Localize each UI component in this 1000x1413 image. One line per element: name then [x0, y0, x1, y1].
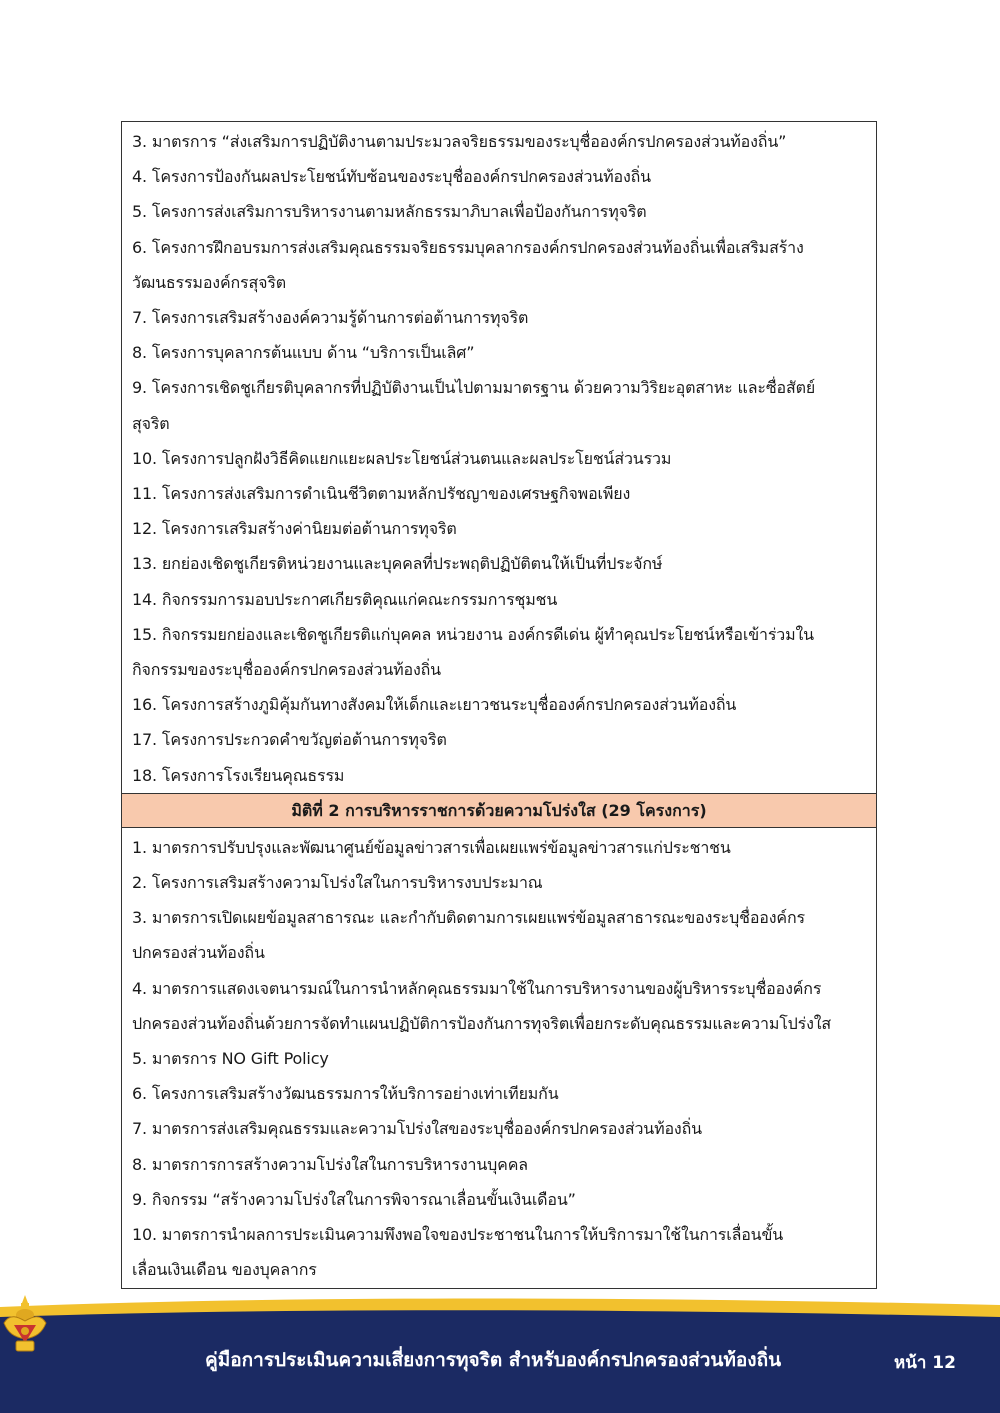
garuda-emblem-icon	[0, 1293, 50, 1357]
item-line: 1. มาตรการปรับปรุงและพัฒนาศูนย์ข้อมูลข่าวสารเพื่อเผยแพร่ข้อมูลข่าวสารแก่ประชาชน	[132, 837, 731, 857]
list-item	[132, 370, 866, 440]
footer-title: คู่มือการประเมินความเสี่ยงการทุจริต สำหรับองค์กรปกครองส่วนท้องถิ่น	[205, 1349, 782, 1371]
list-item	[132, 865, 866, 900]
item-line: 10. มาตรการนำผลการประเมินความพึงพอใจของประชาชนในการให้บริการมาใช้ในการเลื่อนขั้น	[132, 1225, 784, 1245]
item-line: 9. โครงการเชิดชูเกียรติบุคลากรที่ปฏิบัติงานเป็นไปตามมาตรฐาน ด้วยความวิริยะอุตสาหะ และซื่อสัตย์	[132, 378, 816, 398]
item-line-continued: เลื่อนเงินเดือน ของบุคลากร	[132, 1260, 317, 1280]
list-item	[132, 830, 866, 865]
item-line: 6. โครงการเสริมสร้างวัฒนธรรมการให้บริการอย่างเท่าเทียมกัน	[132, 1084, 559, 1104]
list-item	[132, 441, 866, 476]
section1-list	[122, 122, 876, 793]
item-line: 2. โครงการเสริมสร้างความโปร่งใสในการบริหารงบประมาณ	[132, 873, 543, 893]
item-line: 3. มาตรการเปิดเผยข้อมูลสาธารณะ และกำกับติดตามการเผยแพร่ข้อมูลสาธารณะของระบุชื่อองค์กร	[132, 908, 805, 928]
item-line: 18. โครงการโรงเรียนคุณธรรม	[132, 765, 345, 785]
list-item	[132, 900, 866, 970]
list-item	[132, 300, 866, 335]
item-line: 4. มาตรการแสดงเจตนารมณ์ในการนำหลักคุณธรรมมาใช้ในการบริหารงานของผู้บริหารระบุชื่อองค์กร	[132, 978, 822, 998]
list-item	[132, 1111, 866, 1146]
section2-header: มิติที่ 2 การบริหารราชการด้วยความโปร่งใส (29 โครงการ)	[122, 793, 876, 828]
item-line: 16. โครงการสร้างภูมิคุ้มกันทางสังคมให้เด็กและเยาวชนระบุชื่อองค์กรปกครองส่วนท้องถิ่น	[132, 695, 737, 715]
item-line: 4. โครงการป้องกันผลประโยชน์ทับซ้อนของระบุชื่อองค์กรปกครองส่วนท้องถิ่น	[132, 167, 651, 187]
list-item	[132, 1217, 866, 1287]
item-line: 14. กิจกรรมการมอบประกาศเกียรติคุณแก่คณะกรรมการชุมชน	[132, 589, 558, 609]
list-item	[132, 1076, 866, 1111]
list-item	[132, 230, 866, 300]
item-line-continued: สุจริต	[132, 413, 170, 433]
item-line-continued: กิจกรรมของระบุชื่อองค์กรปกครองส่วนท้องถิ่น	[132, 660, 441, 680]
list-item	[132, 124, 866, 159]
list-item	[132, 617, 866, 687]
project-list-table	[121, 121, 877, 1289]
item-line: 15. กิจกรรมยกย่องและเชิดชูเกียรติแก่บุคคล หน่วยงาน องค์กรดีเด่น ผู้ทำคุณประโยชน์หรือเข้าร่วมใน	[132, 624, 814, 644]
list-item	[132, 546, 866, 581]
list-item	[132, 722, 866, 757]
item-line: 11. โครงการส่งเสริมการดำเนินชีวิตตามหลักปรัชญาของเศรษฐกิจพอเพียง	[132, 484, 631, 504]
item-line: 17. โครงการประกวดคำขวัญต่อต้านการทุจริต	[132, 730, 447, 750]
list-item	[132, 1147, 866, 1182]
list-item	[132, 758, 866, 793]
item-line: 12. โครงการเสริมสร้างค่านิยมต่อต้านการทุจริต	[132, 519, 457, 539]
item-line: 6. โครงการฝึกอบรมการส่งเสริมคุณธรรมจริยธรรมบุคลากรองค์กรปกครองส่วนท้องถิ่นเพื่อเสริมสร้าง	[132, 237, 804, 257]
item-line: 7. มาตรการส่งเสริมคุณธรรมและความโปร่งใสของระบุชื่อองค์กรปกครองส่วนท้องถิ่น	[132, 1119, 702, 1139]
item-line: 3. มาตรการ “ส่งเสริมการปฏิบัติงานตามประมวลจริยธรรมของระบุชื่อองค์กรปกครองส่วนท้องถิ่น”	[132, 132, 787, 151]
list-item	[132, 1182, 866, 1217]
item-line: 10. โครงการปลูกฝังวิธีคิดแยกแยะผลประโยชน์ส่วนตนและผลประโยชน์ส่วนรวม	[132, 448, 672, 468]
list-item	[132, 582, 866, 617]
item-line-continued: ปกครองส่วนท้องถิ่น	[132, 943, 265, 963]
item-line: 8. มาตรการการสร้างความโปร่งใสในการบริหารงานบุคคล	[132, 1154, 528, 1174]
item-line: 13. ยกย่องเชิดชูเกียรติหน่วยงานและบุคคลที่ประพฤติปฏิบัติตนให้เป็นที่ประจักษ์	[132, 554, 663, 574]
item-line: 5. โครงการส่งเสริมการบริหารงานตามหลักธรรมาภิบาลเพื่อป้องกันการทุจริต	[132, 202, 647, 222]
item-line: 7. โครงการเสริมสร้างองค์ความรู้ด้านการต่อต้านการทุจริต	[132, 308, 529, 328]
item-line: 8. โครงการบุคลากรต้นแบบ ด้าน “บริการเป็นเลิศ”	[132, 343, 475, 363]
item-line: 9. กิจกรรม “สร้างความโปร่งใสในการพิจารณาเลื่อนขั้นเงินเดือน”	[132, 1189, 576, 1209]
list-item	[132, 687, 866, 722]
list-item	[132, 511, 866, 546]
item-line: 5. มาตรการ NO Gift Policy	[132, 1049, 329, 1069]
list-item	[132, 159, 866, 194]
list-item	[132, 971, 866, 1041]
list-item	[132, 335, 866, 370]
page-footer	[0, 1293, 1000, 1413]
item-line-continued: วัฒนธรรมองค์กรสุจริต	[132, 272, 287, 292]
section2-list	[122, 828, 876, 1288]
item-line-continued: ปกครองส่วนท้องถิ่นด้วยการจัดทำแผนปฏิบัติการป้องกันการทุจริตเพื่อยกระดับคุณธรรมและความโปร่งใส	[132, 1013, 832, 1033]
page-number: หน้า 12	[894, 1353, 956, 1373]
list-item	[132, 1041, 866, 1076]
list-item	[132, 476, 866, 511]
list-item	[132, 194, 866, 229]
